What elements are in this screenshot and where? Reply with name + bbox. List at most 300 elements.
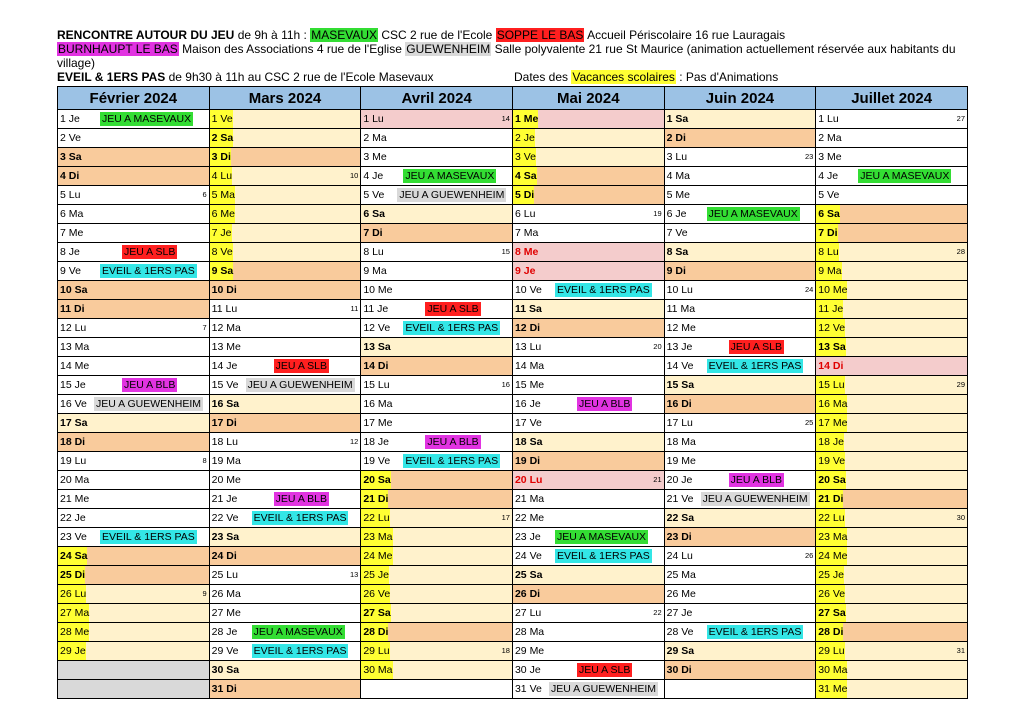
calendar-row	[58, 585, 968, 604]
day-cell	[512, 205, 664, 224]
day-cell	[361, 414, 513, 433]
day-cell-content	[58, 395, 209, 413]
day-cell	[361, 319, 513, 338]
day-label: 19 Me	[666, 455, 696, 467]
event-badge: EVEIL & 1ERS PAS	[405, 455, 499, 467]
day-cell	[664, 452, 816, 471]
calendar-row	[58, 642, 968, 661]
day-label: 9 Ma	[816, 262, 841, 280]
day-cell-content	[58, 300, 209, 318]
day-label: 11 Je	[816, 300, 843, 318]
day-label: 30 Ma	[816, 661, 847, 679]
day-cell-content	[361, 452, 512, 470]
day-cell-content	[210, 167, 361, 185]
day-label: 5 Me	[666, 189, 690, 201]
day-cell	[361, 452, 513, 471]
day-label: 6 Je	[666, 208, 687, 220]
day-cell	[512, 547, 664, 566]
day-cell	[209, 433, 361, 452]
day-cell-content	[816, 110, 967, 128]
day-cell-content	[665, 623, 816, 641]
day-label: 15 Sa	[666, 379, 695, 391]
day-cell	[58, 642, 210, 661]
day-cell-content	[210, 433, 361, 451]
day-cell-content	[58, 205, 209, 223]
day-cell-content	[361, 661, 512, 679]
day-cell-content	[665, 376, 816, 394]
day-label: 12 Lu	[60, 322, 87, 334]
day-cell-content	[513, 509, 664, 527]
day-cell-content	[513, 680, 664, 698]
day-cell	[816, 262, 968, 281]
day-label: 21 Di	[816, 490, 843, 508]
day-cell-content	[210, 376, 361, 394]
day-cell-content	[665, 110, 816, 128]
event-badge: JEU A MASEVAUX	[708, 208, 798, 220]
week-number: 15	[501, 247, 510, 256]
month-header-row	[58, 87, 968, 110]
day-label: 11 Sa	[514, 303, 542, 315]
day-cell-content	[665, 604, 816, 622]
day-label: 23 Ma	[361, 528, 392, 546]
day-cell	[361, 433, 513, 452]
day-label: 3 Ve	[513, 148, 536, 166]
event-badge: JEU A BLB	[578, 398, 631, 410]
day-cell-content	[361, 585, 512, 603]
day-cell-content	[210, 262, 361, 280]
day-label: 13 Ma	[60, 341, 90, 353]
day-cell-content	[665, 642, 816, 660]
event-badge: JEU A GUEWENHEIM	[399, 189, 505, 201]
day-cell-content	[210, 319, 361, 337]
day-cell-content	[816, 433, 967, 451]
day-cell	[664, 642, 816, 661]
legend-line-1	[57, 28, 967, 42]
day-cell	[816, 471, 968, 490]
day-cell	[58, 376, 210, 395]
calendar-row	[58, 471, 968, 490]
day-cell-content	[210, 281, 361, 299]
day-cell-content	[58, 433, 209, 451]
day-cell	[816, 224, 968, 243]
day-cell-content	[816, 585, 967, 603]
day-cell-content	[816, 186, 967, 204]
day-label: 3 Me	[363, 151, 387, 163]
day-label: 19 Lu	[60, 455, 87, 467]
day-label: 28 Ma	[514, 626, 545, 638]
day-label: 6 Lu	[514, 208, 536, 220]
day-cell-content	[665, 452, 816, 470]
day-cell-content	[513, 604, 664, 622]
day-cell	[512, 281, 664, 300]
day-cell-content	[58, 129, 209, 147]
day-label: 4 Je	[818, 170, 839, 182]
day-cell	[361, 205, 513, 224]
day-cell	[816, 452, 968, 471]
event-badge: JEU A BLB	[275, 493, 328, 505]
day-cell	[664, 357, 816, 376]
day-label: 21 Je	[211, 493, 238, 505]
day-label: 8 Je	[60, 246, 80, 258]
day-cell	[209, 395, 361, 414]
day-label: 20 Je	[666, 474, 693, 486]
day-label: 4 Di	[60, 170, 80, 182]
day-cell	[512, 167, 664, 186]
day-cell-content	[361, 414, 512, 432]
day-label: 16 Ma	[363, 398, 393, 410]
legend-line-3	[57, 70, 967, 84]
day-cell	[816, 281, 968, 300]
day-label: 27 Me	[211, 607, 241, 619]
day-label: 20 Me	[211, 474, 241, 486]
day-cell	[512, 604, 664, 623]
day-cell-content	[513, 566, 664, 584]
day-label: 31 Di	[211, 683, 237, 695]
day-cell	[209, 585, 361, 604]
event-badge: JEU A SLB	[578, 664, 631, 676]
event-badge: JEU A GUEWENHEIM	[702, 493, 808, 505]
event-badge: EVEIL & 1ERS PAS	[253, 645, 347, 657]
day-cell-content	[58, 319, 209, 337]
day-label: 29 Sa	[666, 645, 695, 657]
day-label: 4 Sa	[513, 167, 537, 185]
day-label: 2 Ve	[60, 132, 82, 144]
day-cell	[664, 376, 816, 395]
day-label: 31 Ve	[514, 683, 542, 695]
day-label: 8 Lu	[363, 246, 384, 258]
day-cell	[512, 110, 664, 129]
day-label: 26 Ve	[361, 585, 390, 603]
day-cell-content	[816, 528, 967, 546]
day-cell-content	[816, 262, 967, 280]
day-cell-content	[361, 205, 512, 223]
day-cell-content	[513, 414, 664, 432]
day-cell-content	[361, 300, 512, 318]
day-cell-content	[58, 186, 209, 204]
day-label: 20 Sa	[816, 471, 845, 489]
day-label: 15 Lu	[363, 379, 390, 391]
day-cell-content	[361, 357, 512, 375]
day-cell	[58, 604, 210, 623]
day-cell	[664, 129, 816, 148]
day-cell	[209, 376, 361, 395]
day-cell-content	[513, 129, 664, 147]
day-cell-content	[513, 642, 664, 660]
day-cell	[209, 623, 361, 642]
day-label: 23 Di	[666, 531, 692, 543]
day-cell-content	[665, 300, 816, 318]
day-cell-content	[816, 547, 967, 565]
day-label: 3 Di	[210, 148, 231, 166]
day-label: 14 Ve	[666, 360, 694, 372]
event-badge: EVEIL & 1ERS PAS	[556, 550, 650, 562]
day-cell	[512, 129, 664, 148]
day-cell	[816, 414, 968, 433]
day-cell-content	[816, 604, 967, 622]
day-cell-content	[816, 661, 967, 679]
day-cell-content	[513, 148, 664, 166]
day-cell	[816, 243, 968, 262]
day-label: 29 Lu	[816, 642, 844, 660]
day-cell-content	[361, 623, 512, 641]
day-cell-content	[665, 471, 816, 489]
day-cell	[361, 148, 513, 167]
day-cell	[361, 338, 513, 357]
day-cell	[816, 129, 968, 148]
calendar-body	[58, 110, 968, 699]
day-cell	[816, 167, 968, 186]
day-label: 22 Sa	[666, 512, 695, 524]
day-cell-content	[210, 205, 361, 223]
day-label: 18 Di	[60, 436, 86, 448]
day-cell-content	[58, 509, 209, 527]
day-cell	[664, 110, 816, 129]
calendar-row	[58, 395, 968, 414]
day-label: 26 Di	[514, 588, 541, 600]
day-cell	[664, 148, 816, 167]
day-label: 26 Ve	[816, 585, 845, 603]
legend-holidays-label: Vacances scolaires	[572, 70, 675, 84]
day-label: 27 Sa	[361, 604, 390, 622]
day-cell-content	[210, 452, 361, 470]
day-label: 30 Di	[666, 664, 692, 676]
week-number: 29	[956, 380, 965, 389]
day-cell-content	[513, 623, 664, 641]
day-cell	[816, 110, 968, 129]
day-cell-content	[210, 547, 361, 565]
day-label: 18 Lu	[211, 436, 238, 448]
day-cell	[209, 205, 361, 224]
day-label: 5 Ve	[818, 189, 840, 201]
day-label: 25 Di	[58, 566, 85, 584]
day-label: 16 Ma	[816, 395, 847, 413]
calendar-row	[58, 528, 968, 547]
day-label: 5 Ve	[363, 189, 385, 201]
day-cell-content	[361, 129, 512, 147]
day-cell	[58, 129, 210, 148]
day-cell-content	[816, 319, 967, 337]
day-label: 24 Me	[361, 547, 392, 565]
day-cell-content	[513, 338, 664, 356]
day-label: 2 Di	[666, 132, 686, 144]
day-cell-content	[361, 604, 512, 622]
legend-address-soppe: Accueil Périscolaire 16 rue Lauragais	[584, 28, 786, 42]
legend-burnhaupt: BURNHAUPT LE BAS	[58, 42, 178, 56]
day-label: 25 Je	[816, 566, 844, 584]
legend-time: de 9h à 11h :	[234, 28, 311, 42]
day-cell	[816, 528, 968, 547]
calendar-row	[58, 319, 968, 338]
day-cell	[512, 680, 664, 699]
event-badge: JEU A GUEWENHEIM	[550, 683, 656, 695]
day-cell	[664, 509, 816, 528]
day-cell-content	[665, 509, 816, 527]
day-cell-content	[665, 547, 816, 565]
day-cell	[664, 680, 816, 699]
day-cell	[58, 566, 210, 585]
day-cell-content	[361, 471, 512, 489]
day-cell-content	[816, 243, 967, 261]
event-badge: JEU A MASEVAUX	[556, 531, 647, 543]
day-cell-content	[816, 281, 967, 299]
day-label: 3 Lu	[666, 151, 688, 163]
day-cell-content	[58, 414, 209, 432]
day-cell	[664, 300, 816, 319]
day-label: 16 Je	[514, 398, 541, 410]
day-cell-content	[816, 357, 967, 375]
week-number: 28	[956, 247, 965, 256]
day-label: 20 Sa	[361, 471, 390, 489]
event-badge: JEU A GUEWENHEIM	[96, 398, 202, 410]
day-cell	[209, 281, 361, 300]
day-label: 1 Sa	[666, 113, 689, 125]
day-cell-content	[665, 357, 816, 375]
day-label: 11 Lu	[211, 303, 238, 315]
day-cell-content	[210, 509, 361, 527]
day-label: 22 Lu	[361, 509, 389, 527]
day-cell	[58, 110, 210, 129]
day-cell	[361, 528, 513, 547]
event-badge: EVEIL & 1ERS PAS	[405, 322, 499, 334]
day-cell	[664, 623, 816, 642]
calendar-row	[58, 376, 968, 395]
day-cell	[664, 395, 816, 414]
day-cell-content	[210, 680, 361, 698]
day-cell	[209, 566, 361, 585]
event-badge: JEU A SLB	[275, 360, 328, 372]
legend-masevaux: MASEVAUX	[311, 28, 377, 42]
week-number: 6	[202, 190, 207, 199]
day-cell-content	[210, 528, 361, 546]
day-label: 22 Me	[514, 512, 545, 524]
day-cell	[58, 452, 210, 471]
day-cell	[816, 623, 968, 642]
day-cell	[816, 509, 968, 528]
day-label: 25 Ma	[666, 569, 696, 581]
day-cell	[361, 186, 513, 205]
month-header-0: Février 2024	[58, 87, 210, 110]
day-cell	[361, 566, 513, 585]
day-label: 25 Je	[361, 566, 389, 584]
day-label: 15 Me	[514, 379, 545, 391]
day-cell-content	[665, 148, 816, 166]
day-label: 2 Je	[513, 129, 535, 147]
day-cell	[816, 300, 968, 319]
week-number: 23	[804, 152, 814, 161]
calendar-row	[58, 129, 968, 148]
legend-address-guewenheim: Salle polyvalente 21 rue St Maurice (animation actuellement réservée aux habitants du village)	[57, 42, 956, 70]
day-cell	[816, 376, 968, 395]
day-label: 15 Ve	[211, 379, 239, 391]
event-badge: JEU A SLB	[124, 246, 176, 258]
day-cell-content	[58, 452, 209, 470]
day-cell	[209, 547, 361, 566]
day-label: 11 Di	[60, 303, 85, 315]
day-cell-content	[210, 604, 361, 622]
day-cell	[816, 642, 968, 661]
day-cell-content	[210, 661, 361, 679]
day-cell-content	[361, 224, 512, 242]
day-cell	[58, 528, 210, 547]
week-number: 10	[349, 171, 359, 180]
day-cell-content	[361, 680, 512, 698]
day-cell	[58, 262, 210, 281]
day-label: 14 Me	[60, 360, 90, 372]
calendar-row	[58, 205, 968, 224]
day-cell	[512, 452, 664, 471]
day-cell-content	[58, 585, 209, 603]
day-cell	[58, 338, 210, 357]
day-cell-content	[210, 585, 361, 603]
day-cell	[816, 186, 968, 205]
day-label: 8 Sa	[666, 246, 689, 258]
day-cell-content	[665, 129, 816, 147]
day-cell	[58, 281, 210, 300]
day-label: 1 Ve	[210, 110, 233, 128]
day-label: 22 Ve	[211, 512, 239, 524]
day-label: 23 Sa	[211, 531, 240, 543]
day-cell	[664, 167, 816, 186]
day-cell-content	[513, 110, 664, 128]
day-cell	[209, 262, 361, 281]
event-badge: JEU A MASEVAUX	[102, 113, 192, 125]
day-cell-content	[513, 167, 664, 185]
day-cell	[664, 262, 816, 281]
day-cell-content	[361, 433, 512, 451]
day-label: 12 Ve	[816, 319, 845, 337]
day-cell-content	[58, 661, 209, 679]
day-cell-content	[816, 224, 967, 242]
day-cell-content	[513, 319, 664, 337]
day-cell	[361, 243, 513, 262]
day-label: 11 Je	[363, 303, 389, 315]
day-cell	[512, 243, 664, 262]
day-cell-content	[665, 167, 816, 185]
day-cell-content	[816, 680, 967, 698]
day-cell-content	[210, 300, 361, 318]
day-cell-content	[361, 490, 512, 508]
day-cell-content	[816, 148, 967, 166]
day-label: 5 Lu	[60, 189, 81, 201]
day-label: 1 Lu	[363, 113, 384, 125]
day-cell	[209, 300, 361, 319]
day-cell-content	[210, 623, 361, 641]
day-cell	[58, 680, 210, 699]
day-cell	[361, 300, 513, 319]
day-label: 4 Ma	[666, 170, 690, 182]
day-label: 9 Ve	[60, 265, 82, 277]
day-label: 28 Me	[58, 623, 89, 641]
day-cell-content	[361, 148, 512, 166]
day-cell	[816, 205, 968, 224]
day-cell-content	[816, 414, 967, 432]
day-cell-content	[513, 243, 664, 261]
week-number: 13	[349, 570, 359, 579]
day-label: 3 Sa	[60, 151, 82, 163]
legend-address-masevaux: CSC 2 rue de l'Ecole	[378, 28, 496, 42]
day-cell	[664, 224, 816, 243]
day-label: 16 Sa	[211, 398, 240, 410]
day-cell-content	[513, 547, 664, 565]
day-label: 22 Lu	[816, 509, 844, 527]
calendar-row	[58, 224, 968, 243]
day-cell	[361, 547, 513, 566]
day-cell	[816, 547, 968, 566]
day-cell	[209, 414, 361, 433]
day-label: 17 Di	[211, 417, 237, 429]
day-label: 23 Ma	[816, 528, 847, 546]
day-cell	[361, 642, 513, 661]
